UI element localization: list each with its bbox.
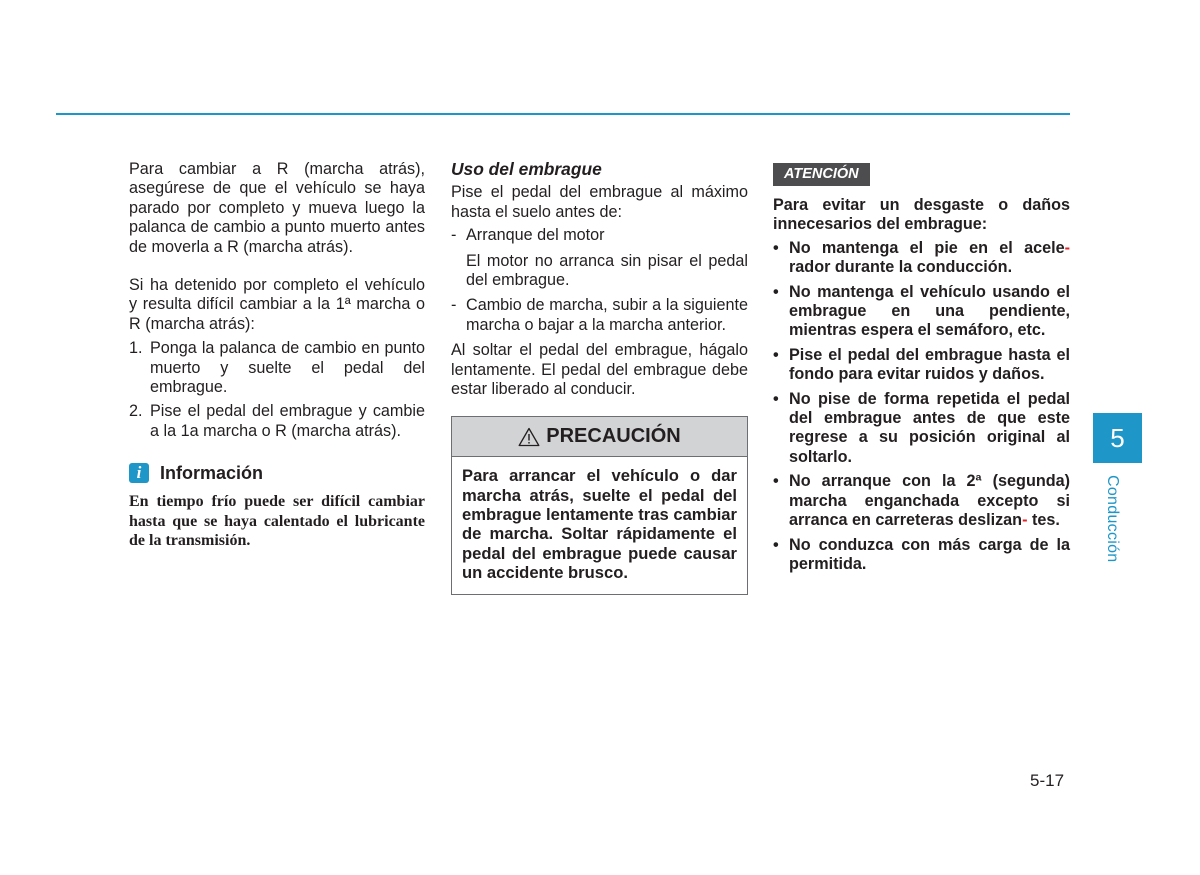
- list-item: [773, 390, 1070, 468]
- paragraph-clutch-intro: Pise el pedal del embrague al máximo hasta el suelo antes de:: [451, 183, 748, 221]
- bullet-marker: •: [773, 345, 779, 364]
- bullet-text: No conduzca con más carga de la permitida.: [789, 535, 1070, 573]
- info-icon: i: [129, 463, 149, 483]
- bullet-marker: •: [773, 472, 779, 491]
- bullet-text: No mantenga el vehículo usando el embrague en una pendiente, mientras espera el semáforo, etc.: [789, 282, 1070, 340]
- bullet-text-continued: rador durante la conducción.: [789, 258, 1013, 277]
- caution-header: [452, 417, 747, 457]
- info-body: En tiempo frío puede ser difícil cambiar hasta que se haya calentado el lubricante de la transmisión.: [129, 493, 425, 550]
- column-left: [129, 160, 425, 551]
- bullet-text: No pise de forma repetida el pedal del embrague antes de que este regrese a su posición original al soltarlo.: [789, 389, 1070, 466]
- list-item: [773, 536, 1070, 575]
- caution-box: [451, 416, 748, 595]
- step-number: 1.: [129, 339, 143, 358]
- page-number: 5-17: [1030, 771, 1065, 790]
- item-text: Cambio de marcha, subir a la siguiente marcha o bajar a la marcha anterior.: [466, 296, 748, 334]
- steps-list: [129, 339, 425, 441]
- bullet-text-continued: tes.: [1027, 511, 1060, 530]
- caution-title: PRECAUCIÓN: [546, 425, 681, 448]
- list-item: [773, 239, 1070, 278]
- bullet-marker: •: [773, 238, 779, 257]
- item-text: Arranque del motor: [466, 226, 605, 245]
- bullet-text: Pise el pedal del embrague hasta el fondo para evitar ruidos y daños.: [789, 345, 1070, 384]
- top-rule: [56, 113, 1070, 115]
- list-item: [773, 346, 1070, 385]
- section-heading: Uso del embrague: [451, 159, 602, 179]
- list-item: [773, 283, 1070, 341]
- list-item: [451, 296, 748, 335]
- step-text: Pise el pedal del embrague y cambie a la 1a marcha o R (marcha atrás).: [150, 402, 425, 440]
- list-item: [451, 226, 748, 290]
- step-text: Ponga la palanca de cambio en punto muerto y suelte el pedal del embrague.: [150, 339, 425, 397]
- list-item: [129, 402, 425, 441]
- bullet-marker: •: [773, 389, 779, 408]
- bullet-text: No mantenga el pie en el acele: [789, 238, 1065, 257]
- attention-label: ATENCIÓN: [773, 163, 870, 186]
- bullet-marker: •: [773, 535, 779, 554]
- chapter-label: Conducción: [1104, 475, 1121, 563]
- list-item: [129, 339, 425, 397]
- info-title: Información: [160, 462, 264, 483]
- column-middle: [451, 160, 748, 595]
- warning-triangle-icon: [518, 427, 540, 447]
- dash-marker: -: [451, 226, 457, 245]
- paragraph-reverse-gear: Para cambiar a R (marcha atrás), asegúrese de que el vehículo se haya parado por completo y mueva luego la palanca de cambio a punto muerto antes de moverla a R (marcha atrás).: [129, 160, 425, 256]
- bullet-text: No arranque con la 2ª (segunda) marcha enganchada excepto si arranca en carreteras deslizan: [789, 472, 1070, 530]
- dash-marker: -: [451, 296, 457, 315]
- caution-body: Para arrancar el vehículo o dar marcha atrás, suelte el pedal del embrague lentamente tras cambiar de marcha. Soltar rápidamente el pedal del embrague puede causar un accidente brusco.: [462, 466, 737, 582]
- info-header: [129, 461, 425, 485]
- paragraph-release-clutch: Al soltar el pedal del embrague, hágalo lentamente. El pedal del embrague debe estar liberado al conducir.: [451, 341, 748, 399]
- column-right: [773, 160, 1070, 579]
- attention-list: [773, 239, 1070, 575]
- dash-list: [451, 226, 748, 335]
- step-number: 2.: [129, 402, 143, 421]
- hyphen-mark: -: [1022, 511, 1028, 530]
- paragraph-stopped-vehicle: Si ha detenido por completo el vehículo y resulta difícil cambiar a la 1ª marcha o R (marcha atrás):: [129, 276, 425, 333]
- list-item: [773, 472, 1070, 530]
- chapter-number-tab: 5: [1093, 413, 1142, 463]
- hyphen-mark: -: [1064, 238, 1070, 257]
- bullet-marker: •: [773, 282, 779, 301]
- item-subtext: El motor no arranca sin pisar el pedal del embrague.: [466, 251, 748, 290]
- attention-intro: Para evitar un desgaste o daños innecesarios del embrague:: [773, 196, 1070, 234]
